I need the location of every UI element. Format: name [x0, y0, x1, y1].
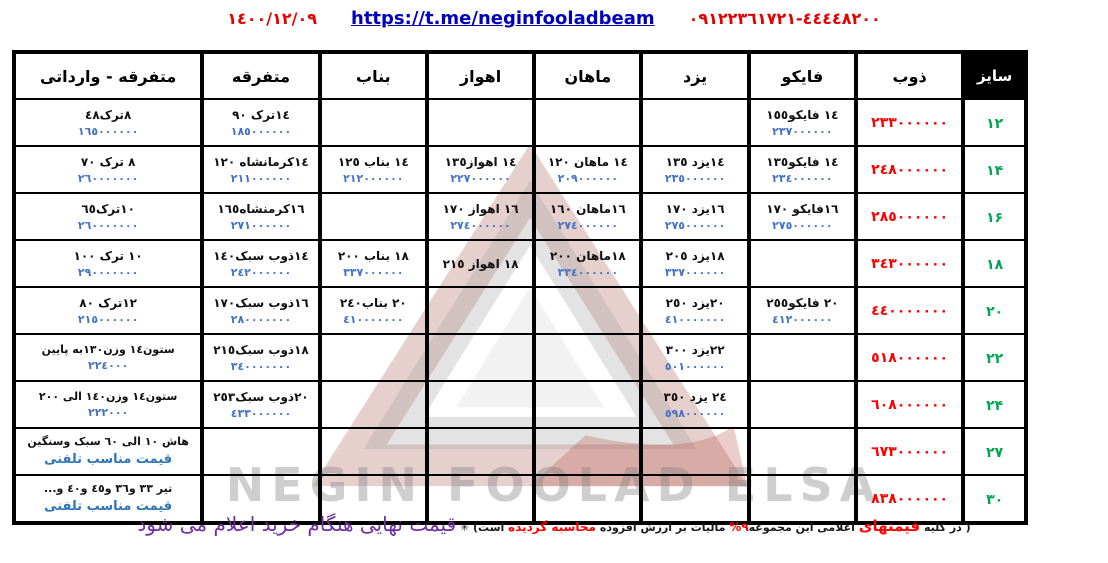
product-price: ٢٧٥٠٠٠٠٠٠: [664, 218, 726, 232]
product-label: ١٨ بناب ٢٠٠: [337, 248, 409, 263]
cell-bonab-r3: [320, 240, 427, 287]
table-row: [14, 334, 1026, 381]
cell-zob-r3: [856, 240, 963, 287]
product-price: ٢٧١٠٠٠٠٠٠: [230, 218, 292, 232]
product-label: ١٤ اهواز١٣٥: [444, 154, 517, 169]
product-label: ٢٠ بناب٢٤٠: [339, 295, 407, 310]
cell-yazd-r4: [641, 287, 748, 334]
size-value: ۱۸: [986, 257, 1004, 273]
cell-size-r2: [963, 193, 1026, 240]
size-value: ۱۶: [986, 210, 1004, 226]
phone-number: ٠٩١٢٢٣٦١٧٢١-٤٤٤٤٨٢٠٠: [688, 9, 881, 28]
price-table: [12, 50, 1028, 525]
cell-mixed-r2: [202, 193, 319, 240]
product-label: ١٤ترک ٩٠: [232, 107, 290, 122]
product-price: ٢٣٧٠٠٠٠٠٠: [772, 124, 833, 138]
cell-mixed-r6: [202, 381, 319, 428]
cell-mahan-r6: [534, 381, 641, 428]
product-label: ١٠ترک٦٥: [81, 201, 135, 216]
zob-price: ٦٠٨٠٠٠٠٠٠: [871, 396, 949, 413]
footer-text: اعلامی این مجموعه: [748, 521, 859, 534]
cell-imported-r6: [14, 381, 202, 428]
product-label: ١٨یزد ٢٠٥: [665, 248, 725, 263]
cell-fayco-r7: [749, 428, 856, 475]
cell-zob-r5: [856, 334, 963, 381]
product-label: ١٨ذوب سبک٢١٥: [213, 342, 309, 357]
footer-vat-percent: ٩%: [729, 520, 749, 534]
product-price: ١٨٥٠٠٠٠٠٠: [230, 124, 292, 138]
cell-bonab-r5: [320, 334, 427, 381]
column-header-zob: ذوب: [856, 52, 963, 99]
cell-size-r3: [963, 240, 1026, 287]
footer-text: است) ✳: [456, 521, 509, 534]
product-price: ٢٦٠٠٠٠٠٠٠: [77, 218, 139, 232]
cell-yazd-r6: [641, 381, 748, 428]
cell-imported-r0: [14, 99, 202, 146]
table-body: [14, 99, 1026, 523]
size-value: ۱۴: [986, 163, 1004, 179]
cell-size-r4: [963, 287, 1026, 334]
product-label: ١٦کرمنشاه١٦٥: [217, 201, 305, 216]
cell-bonab-r1: [320, 146, 427, 193]
product-label: ١٦ماهان ١٦٠: [549, 201, 626, 216]
column-header-bonab: بناب: [320, 52, 427, 99]
cell-zob-r4: [856, 287, 963, 334]
cell-ahvaz-r3: [427, 240, 534, 287]
column-header-mixed: متفرقه: [202, 52, 319, 99]
product-label: ٨ ترک ٧٠: [80, 154, 136, 169]
table-row: [14, 428, 1026, 475]
product-price: ٢٣٤٠٠٠٠٠٠: [772, 171, 833, 185]
cell-ahvaz-r0: [427, 99, 534, 146]
cell-mahan-r7: [534, 428, 641, 475]
product-price: ٢٧٥٠٠٠٠٠٠: [772, 218, 833, 232]
cell-fayco-r2: [749, 193, 856, 240]
product-price: ٢٧٤٠٠٠٠٠٠: [450, 218, 511, 232]
product-price: ٣٣٧٠٠٠٠٠٠: [664, 265, 726, 279]
cell-imported-r2: [14, 193, 202, 240]
cell-size-r0: [963, 99, 1026, 146]
cell-zob-r2: [856, 193, 963, 240]
cell-mixed-r5: [202, 334, 319, 381]
price-table-container: [12, 50, 1028, 525]
cell-imported-r4: [14, 287, 202, 334]
product-label: ١٤ فایکو١٣٥: [766, 154, 839, 169]
product-label: ١٢ترک ٨٠: [79, 295, 138, 310]
product-label: ١٦ذوب سبک١٧٠: [213, 295, 309, 310]
cell-fayco-r6: [749, 381, 856, 428]
product-price: ١٦٥٠٠٠٠٠٠: [77, 124, 139, 138]
cell-mixed-r7: [202, 428, 319, 475]
column-header-mahan: ماهان: [534, 52, 641, 99]
cell-yazd-r0: [641, 99, 748, 146]
footer-text: ( در کلیه: [920, 521, 971, 534]
cell-ahvaz-r2: [427, 193, 534, 240]
cell-size-r1: [963, 146, 1026, 193]
cell-zob-r1: [856, 146, 963, 193]
cell-zob-r0: [856, 99, 963, 146]
product-label: ٢٠ذوب سبک٢٥٣: [213, 389, 309, 404]
product-price: ٢١١٠٠٠٠٠٠: [230, 171, 292, 185]
product-label: ٢٠یزد ٢٥٠: [665, 295, 725, 310]
footer-final-price-note: قیمت نهایی هنگام خرید اعلام می شود: [137, 512, 457, 536]
product-label: تیر ٣٣ و٣٦ و٤٥ و٤٠ و...: [44, 482, 173, 496]
footer-prices-word: قیمتهای: [858, 517, 921, 535]
product-label: ٨ترک٤٨: [85, 107, 132, 122]
product-price: ٤١٠٠٠٠٠٠٠: [664, 312, 726, 326]
product-price: ٢١٢٠٠٠٠٠٠: [343, 171, 404, 185]
cell-bonab-r4: [320, 287, 427, 334]
product-price: ٤١٢٠٠٠٠٠٠: [772, 312, 833, 326]
column-header-imported: متفرقه - وارداتی: [14, 52, 202, 99]
cell-bonab-r7: [320, 428, 427, 475]
product-price: ٢٨٠٠٠٠٠٠٠: [230, 312, 292, 326]
cell-yazd-r2: [641, 193, 748, 240]
cell-fayco-r1: [749, 146, 856, 193]
cell-fayco-r5: [749, 334, 856, 381]
cell-ahvaz-r6: [427, 381, 534, 428]
footer-note: [0, 512, 1108, 536]
cell-fayco-r3: [749, 240, 856, 287]
cell-bonab-r0: [320, 99, 427, 146]
cell-size-r7: [963, 428, 1026, 475]
product-price: ٣٣٧٠٠٠٠٠٠: [343, 265, 404, 279]
footer-calculated-word: محاسبه گردیده: [508, 520, 596, 534]
column-header-fayco: فایکو: [749, 52, 856, 99]
zob-price: ٢٤٨٠٠٠٠٠٠: [871, 161, 949, 178]
cell-imported-r7: [14, 428, 202, 475]
cell-mixed-r4: [202, 287, 319, 334]
table-header-row: [14, 52, 1026, 99]
size-value: ۲۷: [986, 445, 1004, 461]
table-row: [14, 99, 1026, 146]
column-header-size: سایز: [963, 52, 1026, 99]
cell-mahan-r2: [534, 193, 641, 240]
size-value: ۲۰: [986, 304, 1004, 320]
product-label: ١٤ذوب سبک١٤٠: [213, 248, 309, 263]
cell-size-r5: [963, 334, 1026, 381]
table-row: [14, 146, 1026, 193]
zob-price: ٣٤٣٠٠٠٠٠٠: [871, 255, 949, 272]
call-for-price-note: قیمت مناسب تلفنی: [44, 451, 173, 467]
cell-fayco-r0: [749, 99, 856, 146]
product-price: ٢٤٢٠٠٠٠٠٠: [230, 265, 292, 279]
cell-mahan-r0: [534, 99, 641, 146]
call-for-price-note: قیمت مناسب تلفنی: [44, 498, 173, 514]
table-row: [14, 240, 1026, 287]
cell-zob-r6: [856, 381, 963, 428]
cell-mixed-r3: [202, 240, 319, 287]
cell-mahan-r4: [534, 287, 641, 334]
product-label: ١٤ ماهان ١٢٠: [547, 154, 628, 169]
product-price: ٢١٥٠٠٠٠٠٠: [77, 312, 139, 326]
product-label: ١٤ بناب ١٢٥: [337, 154, 409, 169]
column-header-ahvaz: اهواز: [427, 52, 534, 99]
size-value: ۲۴: [986, 398, 1004, 414]
product-label: ١٨ماهان ٢٠٠: [549, 248, 626, 263]
product-label: ١٨ اهواز ٢١٥: [442, 256, 519, 271]
product-price: ٢٣٥٠٠٠٠٠٠: [664, 171, 726, 185]
product-price: ٥٩٨٠٠٠٠٠٠: [664, 406, 726, 420]
product-price: ٥٠١٠٠٠٠٠٠: [664, 359, 726, 373]
product-label: ١٤یزد ١٣٥: [665, 154, 725, 169]
telegram-link[interactable]: https://t.me/neginfooladbeam: [351, 8, 655, 29]
table-row: [14, 193, 1026, 240]
cell-bonab-r2: [320, 193, 427, 240]
cell-mixed-r0: [202, 99, 319, 146]
cell-imported-r3: [14, 240, 202, 287]
product-price: ٢٢٢٠٠٠: [87, 406, 129, 420]
cell-ahvaz-r1: [427, 146, 534, 193]
product-label: ١٦فایکو ١٧٠: [766, 201, 839, 216]
product-price: ٤٣٣٠٠٠٠٠٠: [230, 406, 292, 420]
cell-imported-r5: [14, 334, 202, 381]
product-label: ٢٢یزد ٣٠٠: [665, 342, 725, 357]
cell-ahvaz-r4: [427, 287, 534, 334]
cell-bonab-r6: [320, 381, 427, 428]
table-row: [14, 381, 1026, 428]
product-price: ٢٢٤٠٠٠: [87, 359, 129, 373]
product-label: ١٤کرمانشاه ١٢٠: [213, 154, 309, 169]
column-header-yazd: یزد: [641, 52, 748, 99]
cell-yazd-r3: [641, 240, 748, 287]
cell-yazd-r1: [641, 146, 748, 193]
product-label: هاش ١٠ الی ٦٠ سبک وسنگین: [27, 435, 189, 449]
product-label: ٢٠ فایکو٢٥٥: [766, 295, 839, 310]
cell-mahan-r5: [534, 334, 641, 381]
size-value: ۱۲: [986, 116, 1004, 132]
zob-price: ٤٤٠٠٠٠٠٠٠: [871, 302, 949, 319]
cell-yazd-r5: [641, 334, 748, 381]
product-price: ٢٩٠٠٠٠٠٠٠: [77, 265, 139, 279]
product-label: ١٦ اهواز ١٧٠: [442, 201, 519, 216]
zob-price: ٢٣٣٠٠٠٠٠٠: [871, 114, 949, 131]
product-label: ستون١٤ وزن١٤٠ الی ٢٠٠: [38, 389, 178, 403]
cell-zob-r7: [856, 428, 963, 475]
cell-imported-r1: [14, 146, 202, 193]
product-label: ١٠ ترک ١٠٠: [73, 248, 143, 263]
zob-price: ٥١٨٠٠٠٠٠٠: [871, 349, 949, 366]
product-label: ٢٤ یزد ٣٥٠: [663, 389, 727, 404]
product-label: ١٤ فایکو١٥٥: [766, 107, 839, 122]
product-price: ٢٦٠٠٠٠٠٠٠: [77, 171, 139, 185]
zob-price: ٦٧٣٠٠٠٠٠٠: [871, 443, 949, 460]
cell-fayco-r4: [749, 287, 856, 334]
cell-ahvaz-r7: [427, 428, 534, 475]
product-price: ٣٤٠٠٠٠٠٠٠: [230, 359, 292, 373]
top-header: [0, 8, 1108, 29]
cell-mixed-r1: [202, 146, 319, 193]
product-price: ٤١٠٠٠٠٠٠٠: [343, 312, 404, 326]
product-price: ٢٢٧٠٠٠٠٠٠: [450, 171, 511, 185]
product-price: ٢٧٤٠٠٠٠٠٠: [557, 218, 619, 232]
product-price: ٣٣٤٠٠٠٠٠٠: [557, 265, 619, 279]
date-label: ١٤٠٠/١٢/٠٩: [227, 9, 317, 28]
cell-ahvaz-r5: [427, 334, 534, 381]
cell-size-r6: [963, 381, 1026, 428]
cell-mahan-r3: [534, 240, 641, 287]
product-label: ١٦یزد ١٧٠: [665, 201, 725, 216]
table-row: [14, 287, 1026, 334]
cell-mahan-r1: [534, 146, 641, 193]
company-name-watermark: NEGIN FOOLAD ELSA: [225, 458, 883, 512]
product-label: ستون١٤ وزن١٣٠به پایین: [41, 342, 175, 356]
footer-text: مالیات بر ارزش افزوده: [596, 521, 730, 534]
product-price: ٢٠٩٠٠٠٠٠٠: [557, 171, 619, 185]
zob-price: ٨٣٨٠٠٠٠٠٠: [871, 490, 949, 507]
size-value: ۳۰: [986, 492, 1004, 508]
cell-yazd-r7: [641, 428, 748, 475]
zob-price: ٢٨٥٠٠٠٠٠٠: [871, 208, 949, 225]
size-value: ۲۲: [986, 351, 1004, 367]
